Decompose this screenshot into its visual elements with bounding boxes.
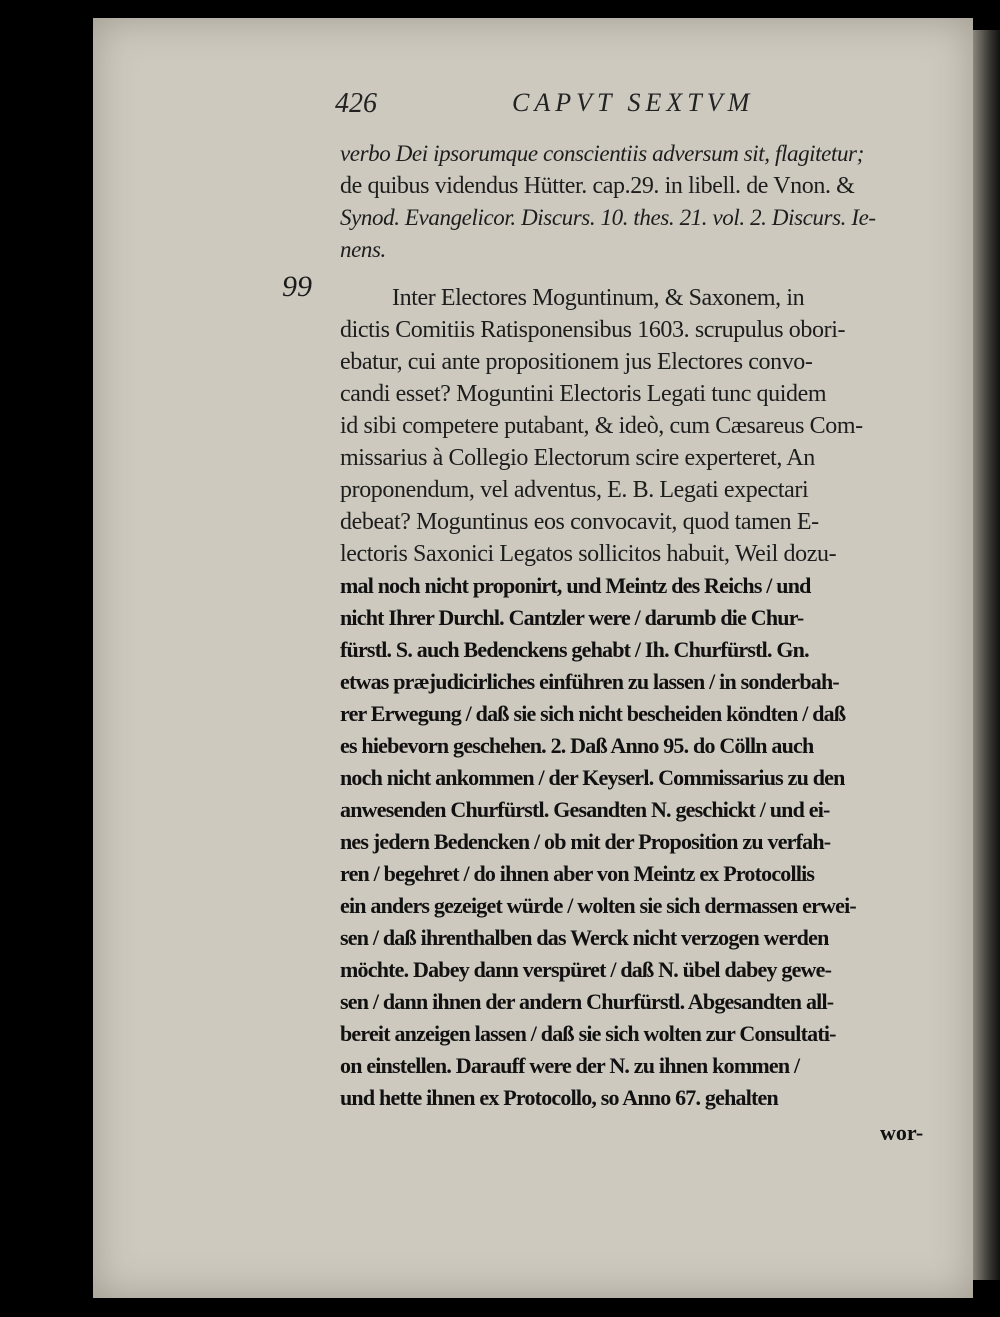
text-line: etwas præjudicirliches einführen zu lassen / in sonderbah-	[340, 669, 839, 694]
paragraph-marker: 99	[282, 270, 312, 303]
text-line: ebatur, cui ante propositionem jus Electores convo-	[340, 349, 813, 375]
text-line: nes jedern Bedencken / ob mit der Proposition zu verfah-	[340, 829, 831, 854]
text-line: proponendum, vel adventus, E. B. Legati expectari	[340, 477, 809, 503]
text-line: candi esset? Moguntini Electoris Legati tunc quidem	[340, 381, 827, 407]
text-line: ein anders gezeiget würde / wolten sie sich dermassen erwei-	[340, 893, 856, 918]
text-line: Inter Electores Moguntinum, & Saxonem, in	[392, 285, 805, 311]
text-line: nens.	[340, 237, 386, 262]
text-line: nicht Ihrer Durchl. Cantzler were / darumb die Chur-	[340, 605, 804, 630]
text-line: debeat? Moguntinus eos convocavit, quod tamen E-	[340, 509, 819, 535]
running-head: CAPVT SEXTVM	[512, 88, 755, 117]
text-line: verbo Dei ipsorumque conscientiis adversum sit, flagitetur;	[340, 141, 864, 166]
text-line: mal noch nicht proponirt, und Meintz des Reichs / und	[340, 573, 811, 598]
page-header	[335, 88, 765, 128]
text-line: es hiebevorn geschehen. 2. Daß Anno 95. do Cölln auch	[340, 733, 814, 758]
text-line: fürstl. S. auch Bedenckens gehabt / Ih. Churfürstl. Gn.	[340, 637, 809, 662]
paragraph-gap	[340, 266, 950, 282]
page-number: 426	[335, 88, 377, 119]
text-line: rer Erwegung / daß sie sich nicht bescheiden köndten / daß	[340, 701, 846, 726]
text-line: dictis Comitiis Ratisponensibus 1603. scrupulus obori-	[340, 317, 846, 343]
text-line: ren / begehret / do ihnen aber von Meintz ex Protocollis	[340, 861, 815, 886]
text-line: on einstellen. Darauff were der N. zu ihnen kommen /	[340, 1053, 800, 1078]
text-line: möchte. Dabey dann verspüret / daß N. übel dabey gewe-	[340, 957, 832, 982]
body-text	[340, 138, 950, 1114]
text-line: anwesenden Churfürstl. Gesandten N. geschickt / und ei-	[340, 797, 830, 822]
page-edge-shadow	[973, 30, 1000, 1280]
text-line: Synod. Evangelicor. Discurs. 10. thes. 21. vol. 2. Discurs. Ie-	[340, 205, 876, 230]
catchword: wor-	[880, 1120, 924, 1145]
text-line: sen / daß ihrenthalben das Werck nicht verzogen werden	[340, 925, 829, 950]
text-line: noch nicht ankommen / der Keyserl. Commissarius zu den	[340, 765, 845, 790]
text-line: sen / dann ihnen der andern Churfürstl. Abgesandten all-	[340, 989, 834, 1014]
text-line: lectoris Saxonici Legatos sollicitos habuit, Weil dozu-	[340, 541, 837, 567]
text-line: und hette ihnen ex Protocollo, so Anno 67. gehalten	[340, 1085, 778, 1110]
text-line: id sibi competere putabant, & ideò, cum Cæsareus Com-	[340, 413, 863, 439]
text-line: missarius à Collegio Electorum scire experteret, An	[340, 445, 815, 471]
text-line: de quibus videndus Hütter. cap.29. in libell. de Vnon. &	[340, 173, 855, 199]
text-line: bereit anzeigen lassen / daß sie sich wolten zur Consultati-	[340, 1021, 836, 1046]
